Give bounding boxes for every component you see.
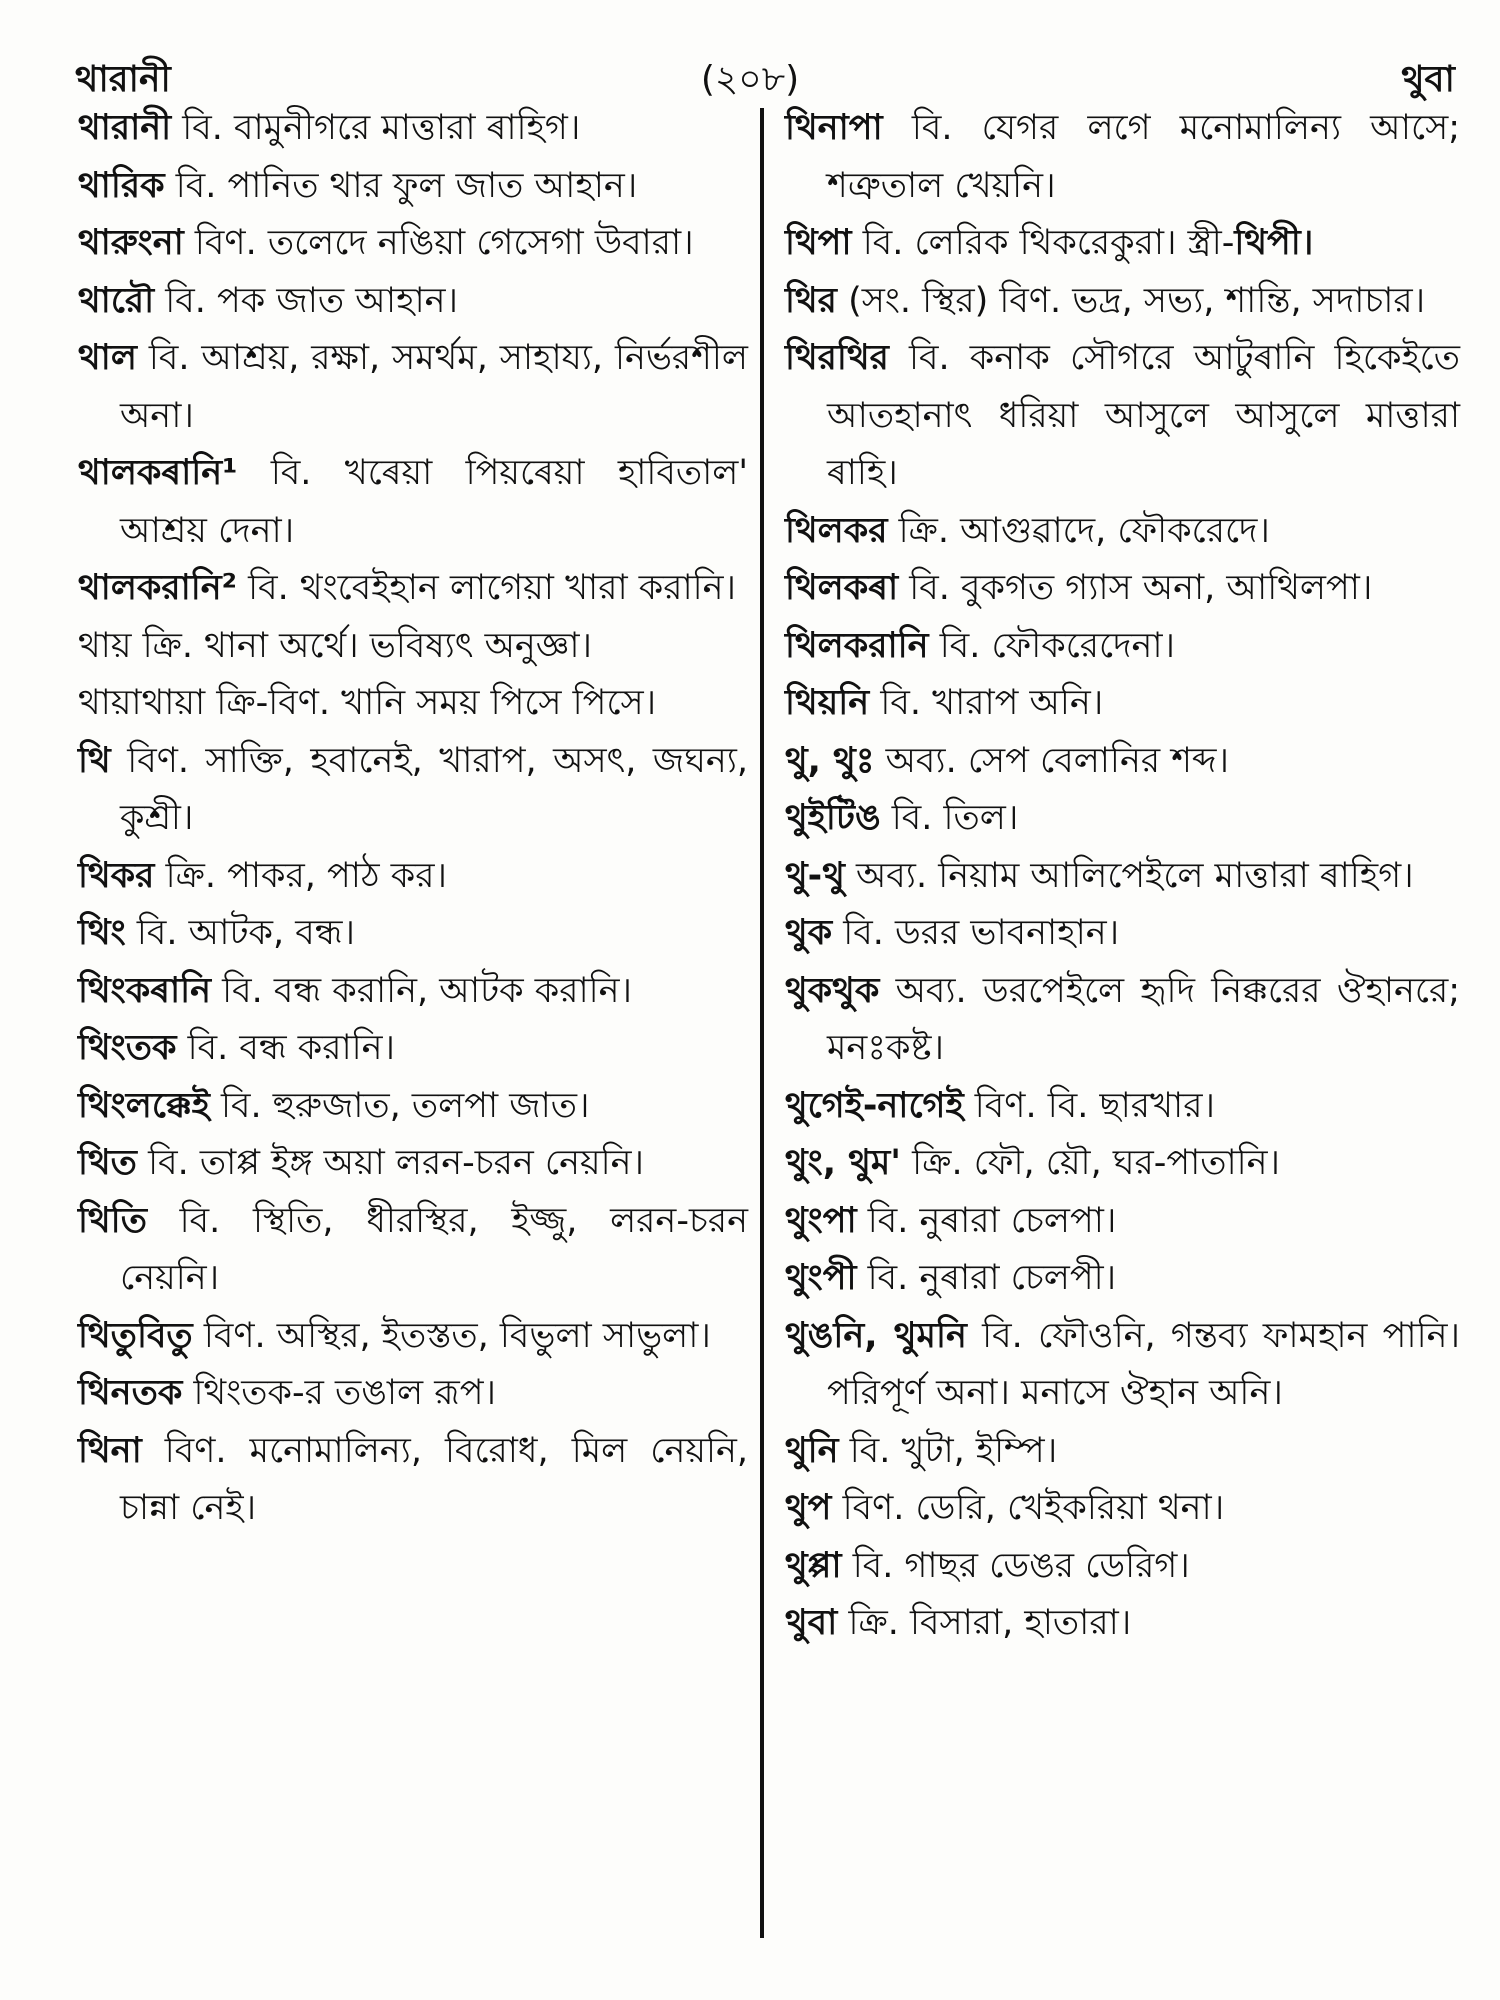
feminine-form: থিপী। <box>1234 223 1314 263</box>
headword: থিং <box>78 913 126 953</box>
dictionary-entry <box>78 618 748 676</box>
headword: থালকরানি² <box>78 568 238 608</box>
dictionary-entry <box>78 1135 748 1193</box>
headword: থিলকৰা <box>785 568 899 608</box>
definition: বি. যেগর লগে মনোমালিন্য আসে; শত্রুতাল খেয়নি। <box>827 108 1460 206</box>
dictionary-entry <box>785 905 1460 963</box>
definition: বি. পানিত থার ফুল জাত আহান। <box>175 165 638 206</box>
headword: থায়াথায়া <box>78 683 206 723</box>
headword: থিনাপা <box>785 108 883 148</box>
dictionary-entry <box>78 1365 748 1423</box>
definition: ক্রি-বিণ. খানি সময় পিসে পিসে। <box>216 683 657 723</box>
headword: থিনা <box>78 1430 142 1471</box>
definition: ক্রি. থানা অর্থে। ভবিষ্যৎ অনুজ্ঞা। <box>142 625 592 666</box>
dictionary-entry <box>78 560 748 618</box>
dictionary-entry <box>785 273 1460 331</box>
definition: বি. নুৰারা চেলপী। <box>867 1258 1117 1298</box>
dictionary-entry <box>785 1193 1460 1251</box>
definition: বি. বন্ধ করানি, আটক করানি। <box>222 970 633 1011</box>
headword: থিলকর <box>785 510 888 551</box>
definition: বি. আটক, বন্ধ। <box>136 913 355 953</box>
headword: থারৌ <box>78 280 155 321</box>
headword: থিলকরানি <box>785 625 929 666</box>
definition: বি. পক জাত আহান। <box>165 280 459 321</box>
dictionary-entry <box>78 848 748 906</box>
dictionary-entry <box>785 100 1460 215</box>
dictionary-entry <box>785 1538 1460 1596</box>
definition: বি. বামুনীগরে মাত্তারা ৰাহিগ। <box>182 108 581 148</box>
headword: থালকৰানি¹ <box>78 453 238 493</box>
definition: বি. তিল। <box>891 798 1019 838</box>
right-guide-word: থুবা <box>1401 59 1455 100</box>
definition: ক্রি. বিসারা, হাতারা। <box>848 1603 1132 1643</box>
headword: থুং, থুম' <box>785 1143 902 1183</box>
headword: থিপা <box>785 223 852 263</box>
definition: বি. ফৌওনি, গন্তব্য ফামহান পানি। পরিপূর্ণ অনা। মনাসে ঔহান অনি। <box>827 1315 1460 1413</box>
definition: থিংতক-র তঙাল রূপ। <box>193 1373 497 1413</box>
right-column <box>785 100 1460 1653</box>
headword: থুংপা <box>785 1200 857 1241</box>
dictionary-entry <box>785 503 1460 561</box>
dictionary-entry <box>78 445 748 560</box>
definition: বি. কনাক সৌগরে আটুৰানি হিকেইতে আতহানাৎ ধরিয়া আসুলে আসুলে মাত্তারা ৰাহি। <box>827 338 1460 493</box>
definition: বি. স্থিতি, ধীরস্থির, ইজ্জু, লরন-চরন নেয়নি। <box>120 1200 748 1298</box>
definition: বিণ. অস্থির, ইতস্তত, বিভুলা সাভুলা। <box>203 1315 711 1356</box>
headword: থুনি <box>785 1430 839 1471</box>
dictionary-entry <box>78 963 748 1021</box>
headword: থুপ <box>785 1488 832 1528</box>
dictionary-entry <box>785 1423 1460 1481</box>
definition: বিণ. তলেদে নঙিয়া গেসেগা উবারা। <box>194 223 694 263</box>
headword: থারিক <box>78 165 165 206</box>
headword: থিংতক <box>78 1028 177 1068</box>
headword: থিকর <box>78 855 155 896</box>
dictionary-entry <box>78 1308 748 1366</box>
dictionary-entry <box>785 675 1460 733</box>
dictionary-entry <box>785 733 1460 791</box>
dictionary-entry <box>785 963 1460 1078</box>
definition: বি. হুরুজাত, তলপা জাত। <box>221 1085 590 1126</box>
dictionary-entry <box>785 215 1460 273</box>
definition: অব্য. সেপ বেলানির শব্দ। <box>885 740 1230 781</box>
headword: থায় <box>78 625 132 666</box>
definition: বি. গাছর ডেঙর ডেরিগ। <box>852 1545 1190 1586</box>
left-column <box>78 100 748 1538</box>
definition: বি. বুকগত গ্যাস অনা, আথিলপা। <box>909 568 1373 608</box>
definition: বি. নুৰারা চেলপা। <box>867 1200 1117 1241</box>
headword: থির <box>785 280 837 321</box>
left-guide-word: থারানী <box>75 59 171 100</box>
headword: থুঙনি, থুমনি <box>785 1315 967 1356</box>
definition: বি. খারাপ অনি। <box>880 683 1104 723</box>
definition: বি. বন্ধ করানি। <box>187 1028 396 1068</box>
dictionary-entry <box>78 1423 748 1538</box>
headword: থুগেই-নাগেই <box>785 1085 964 1126</box>
definition: অব্য. ডরপেইলে হৃদি নিক্করের ঔহানরে; মনঃকষ্ট। <box>827 970 1460 1068</box>
definition: বি. থংবেইহান লাগেয়া খারা করানি। <box>248 568 737 608</box>
dictionary-entry <box>78 100 748 158</box>
headword: থু, থুঃ <box>785 740 875 781</box>
definition: বি. ডরর ভাবনাহান। <box>843 913 1120 953</box>
dictionary-entry <box>78 158 748 216</box>
dictionary-entry <box>78 1193 748 1308</box>
dictionary-entry <box>78 273 748 331</box>
definition: অব্য. নিয়াম আলিপেইলে মাত্তারা ৰাহিগ। <box>856 855 1414 896</box>
headword: থুকথুক <box>785 970 880 1011</box>
headword: থুবা <box>785 1603 838 1643</box>
dictionary-entry <box>785 330 1460 503</box>
definition: বি. তাপ্প ইঙ্গ অয়া লরন-চরন নেয়নি। <box>148 1143 645 1183</box>
dictionary-entry <box>78 1020 748 1078</box>
headword: থি <box>78 740 111 781</box>
headword: থিংলক্কেই <box>78 1085 210 1126</box>
dictionary-entry <box>785 1308 1460 1423</box>
headword: থাল <box>78 338 137 378</box>
headword: থিংকৰানি <box>78 970 211 1011</box>
dictionary-entry <box>785 618 1460 676</box>
dictionary-entry <box>785 1480 1460 1538</box>
page-number: (২০৮) <box>700 59 800 100</box>
dictionary-entry <box>78 330 748 445</box>
dictionary-entry <box>785 1250 1460 1308</box>
definition: (সং. স্থির) বিণ. ভদ্র, সভ্য, শান্তি, সদাচার। <box>848 280 1426 321</box>
dictionary-entry <box>785 1135 1460 1193</box>
definition: বি. লেরিক থিকরেকুরা। স্ত্রী- <box>862 223 1235 263</box>
definition: বিণ. সাক্তি, হবানেই, খারাপ, অসৎ, জঘন্য, কুশ্রী। <box>120 740 748 838</box>
definition: বিণ. বি. ছারখার। <box>974 1085 1215 1126</box>
definition: ক্রি. ফৌ, য়ৌ, ঘর-পাতানি। <box>912 1143 1281 1183</box>
headword: থারুংনা <box>78 223 184 263</box>
headword: থারানী <box>78 108 172 148</box>
dictionary-entry <box>78 215 748 273</box>
headword: থিরথির <box>785 338 889 378</box>
definition: ক্রি. আগুৱাদে, ফৌকরেদে। <box>898 510 1270 551</box>
definition: বিণ. মনোমালিন্য, বিরোধ, মিল নেয়নি, চান্না নেই। <box>120 1430 748 1528</box>
headword: থিতুবিতু <box>78 1315 193 1356</box>
headword: থুপ্পা <box>785 1545 842 1586</box>
dictionary-entry <box>78 675 748 733</box>
headword: থিয়নি <box>785 683 870 723</box>
headword: থুইটিঙ <box>785 798 881 838</box>
definition: বি. ফৌকরেদেনা। <box>939 625 1176 666</box>
dictionary-entry <box>785 560 1460 618</box>
headword: থিতি <box>78 1200 147 1241</box>
column-divider <box>760 108 764 1938</box>
dictionary-entry <box>785 1078 1460 1136</box>
headword: থু-থু <box>785 855 845 896</box>
headword: থুক <box>785 913 833 953</box>
dictionary-entry <box>785 1595 1460 1653</box>
dictionary-entry <box>78 905 748 963</box>
headword: থিনতক <box>78 1373 183 1413</box>
headword: থিত <box>78 1143 137 1183</box>
headword: থুংপী <box>785 1258 857 1298</box>
definition: বি. খুটা, ইম্পি। <box>849 1430 1058 1471</box>
dictionary-entry <box>78 1078 748 1136</box>
definition: ক্রি. পাকর, পাঠ কর। <box>165 855 447 896</box>
dictionary-entry <box>785 790 1460 848</box>
dictionary-entry <box>78 733 748 848</box>
definition: বি. আশ্রয়, রক্ষা, সমর্থম, সাহায্য, নির্ভরশীল অনা। <box>120 338 748 436</box>
definition: বিণ. ডেরি, খেইকরিয়া থনা। <box>842 1488 1225 1528</box>
definition: বি. খৰেয়া পিয়ৰেয়া হাবিতাল' আশ্রয় দেনা। <box>120 453 748 551</box>
dictionary-entry <box>785 848 1460 906</box>
